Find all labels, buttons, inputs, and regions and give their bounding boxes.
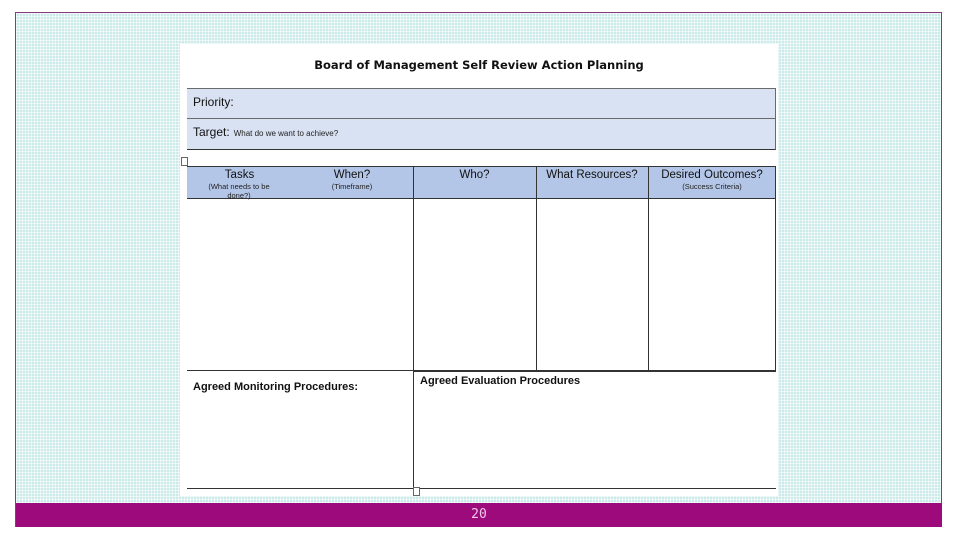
grid-line — [775, 166, 776, 371]
slide-number: 20 — [471, 507, 487, 522]
grid-line — [187, 488, 776, 489]
target-label: Target: — [193, 125, 230, 139]
target-label-group — [193, 125, 338, 139]
table-end-marker — [413, 487, 420, 496]
grid-line — [413, 370, 776, 372]
grid-line — [536, 166, 537, 371]
tasks-heading: Tasks — [224, 169, 255, 181]
when-subheading: (Timeframe) — [331, 182, 373, 191]
who-heading: Who? — [459, 169, 490, 181]
grid-line — [187, 370, 414, 371]
column-header-resources — [536, 167, 648, 198]
when-heading: When? — [333, 169, 371, 181]
action-plan-document — [180, 44, 778, 496]
priority-label: Priority: — [193, 95, 234, 109]
target-row — [187, 118, 776, 150]
outcomes-subheading: (Success Criteria) — [682, 182, 742, 191]
outcomes-heading: Desired Outcomes? — [661, 169, 763, 181]
column-header-when — [292, 167, 412, 198]
column-header-who — [413, 167, 536, 198]
evaluation-label: Agreed Evaluation Procedures — [420, 375, 581, 387]
monitoring-label: Agreed Monitoring Procedures: — [193, 381, 359, 393]
table-header-row — [187, 166, 776, 199]
tasks-subheading: (What needs to be done?) — [208, 182, 270, 200]
column-header-tasks — [187, 167, 292, 198]
priority-row — [187, 88, 776, 118]
resources-heading: What Resources? — [546, 169, 638, 181]
footer-bar — [16, 503, 942, 527]
target-hint: What do we want to achieve? — [233, 129, 339, 138]
column-header-outcomes — [648, 167, 776, 198]
table-anchor-marker — [181, 157, 188, 166]
grid-line — [648, 166, 649, 371]
grid-line — [413, 166, 414, 488]
document-title: Board of Management Self Review Action Planning — [314, 58, 644, 72]
